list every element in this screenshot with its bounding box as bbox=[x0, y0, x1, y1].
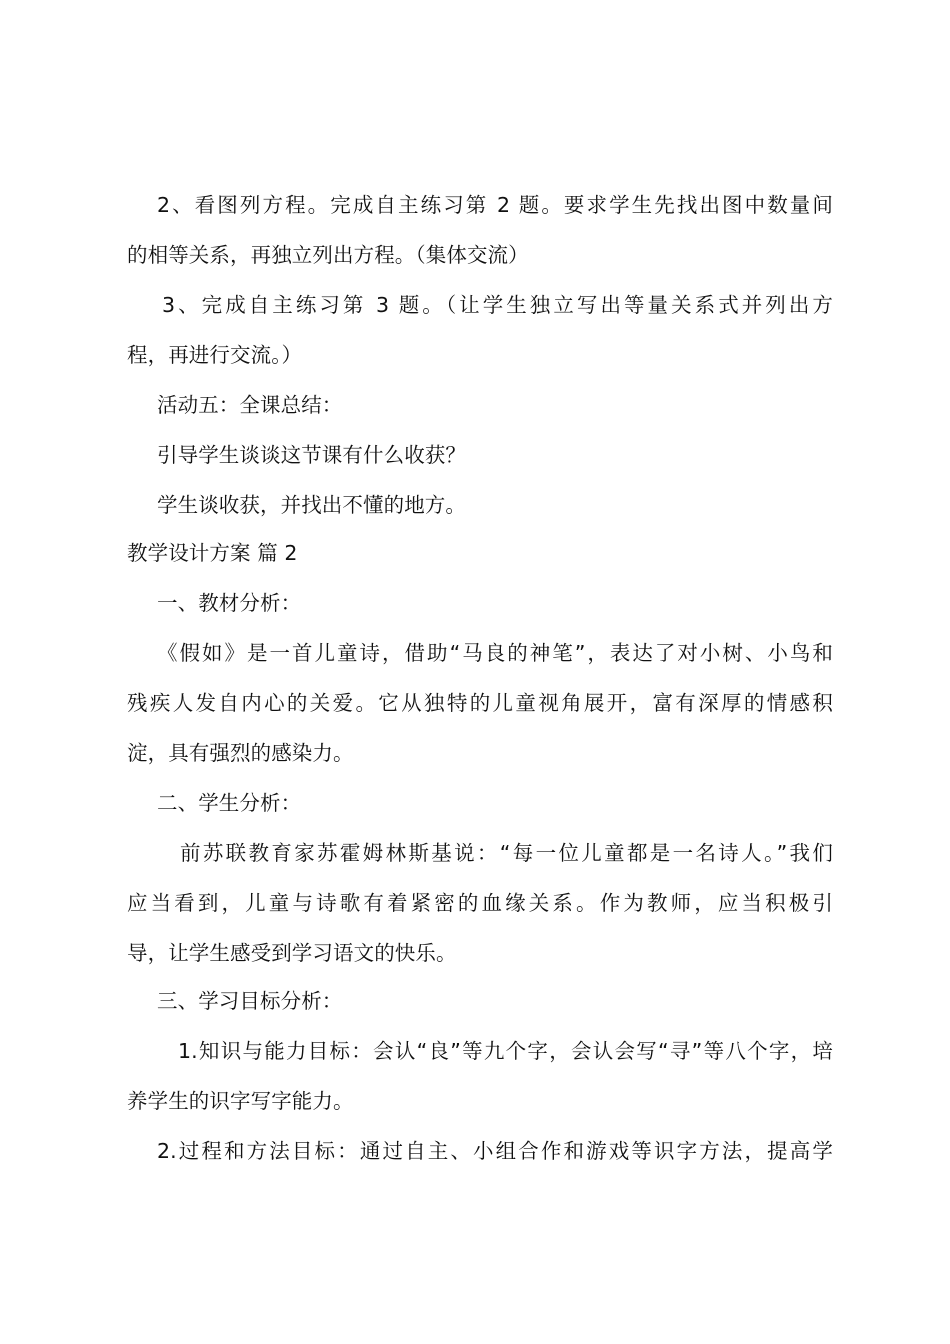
paragraph-line: 2.过程和方法目标：通过自主、小组合作和游戏等识字方法，提高学 bbox=[157, 1139, 833, 1163]
paragraph-line: 淀，具有强烈的感染力。 bbox=[127, 741, 354, 765]
section-heading: 一、教材分析： bbox=[157, 591, 302, 615]
paragraph-line: 前苏联教育家苏霍姆林斯基说：“每一位儿童都是一名诗人。”我们 bbox=[180, 841, 833, 865]
section-heading: 二、学生分析： bbox=[157, 791, 302, 815]
section-heading: 三、学习目标分析： bbox=[157, 989, 343, 1013]
paragraph-line: 引导学生谈谈这节课有什么收获？ bbox=[157, 443, 466, 467]
section-heading: 活动五：全课总结： bbox=[157, 393, 343, 417]
paragraph-line: 的相等关系，再独立列出方程。（集体交流） bbox=[127, 243, 529, 267]
paragraph-line: 养学生的识字写字能力。 bbox=[127, 1089, 354, 1113]
paragraph-line: 导，让学生感受到学习语文的快乐。 bbox=[127, 941, 457, 965]
document-title: 教学设计方案 篇 2 bbox=[127, 541, 298, 565]
paragraph-line: 3、完成自主练习第 3 题。（让学生独立写出等量关系式并列出方 bbox=[162, 293, 833, 317]
paragraph-line: 《假如》是一首儿童诗，借助“马良的神笔”，表达了对小树、小鸟和 bbox=[157, 641, 833, 665]
paragraph-line: 1.知识与能力目标：会认“良”等九个字，会认会写“寻”等八个字，培 bbox=[178, 1039, 833, 1063]
paragraph-line: 应当看到，儿童与诗歌有着紧密的血缘关系。作为教师，应当积极引 bbox=[127, 891, 833, 915]
paragraph-line: 学生谈收获，并找出不懂的地方。 bbox=[157, 493, 466, 517]
paragraph-line: 程，再进行交流。） bbox=[127, 343, 303, 367]
paragraph-line: 残疾人发自内心的关爱。它从独特的儿童视角展开，富有深厚的情感积 bbox=[127, 691, 833, 715]
paragraph-line: 2、看图列方程。完成自主练习第 2 题。要求学生先找出图中数量间 bbox=[157, 193, 833, 217]
